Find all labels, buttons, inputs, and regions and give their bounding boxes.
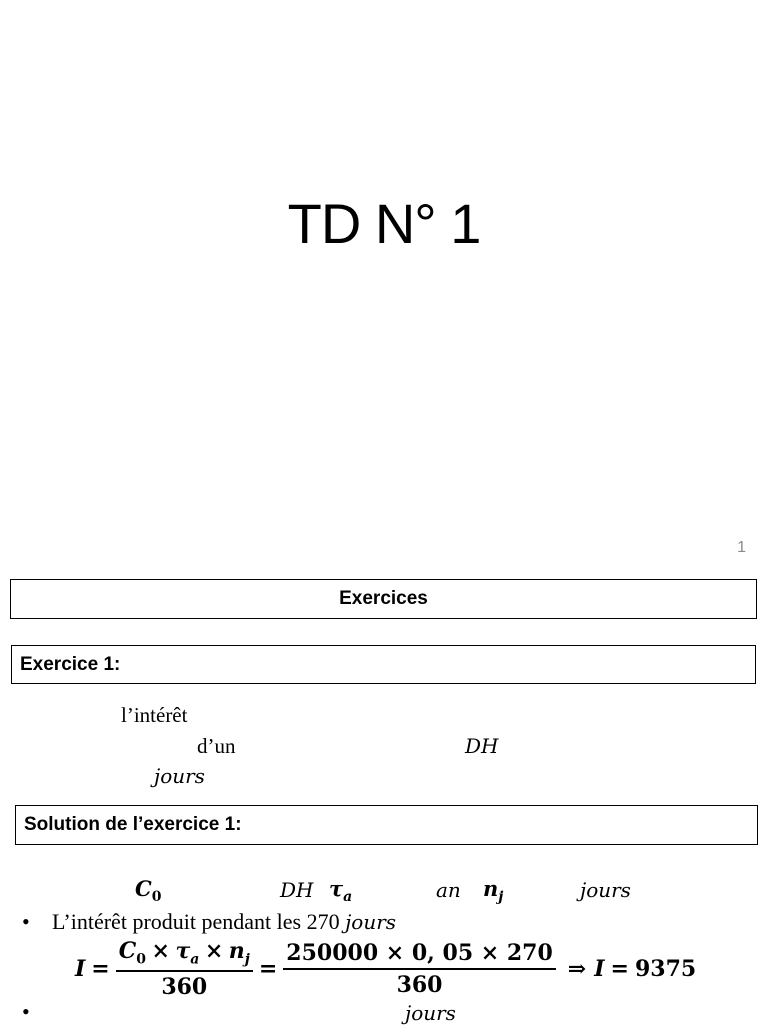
unit-jours: jours [580, 878, 631, 902]
page-number: 1 [737, 539, 746, 556]
exercise-fragment-dun: d’un [197, 734, 236, 758]
bullet-1-marker: • [22, 909, 30, 934]
var-n-j: $n_j$ [483, 876, 504, 906]
interest-formula: I = $\frac{C_0 \times \tau_a \times n_j}{360}$ = $\frac{250000 \times 0, 05 \times 270}{360}$ ⇒ I = 9375 [75, 938, 697, 1000]
section-heading-box [10, 579, 757, 619]
unit-an: an [436, 878, 461, 902]
bullet-2-jours: jours [405, 1001, 456, 1025]
formula-result: 9375 [634, 956, 697, 982]
slide-title: TD N° 1 [287, 192, 481, 255]
exercise-title-box [11, 645, 756, 684]
exercise-fragment-interet: l’intérêt [121, 703, 188, 727]
exercise-fragment-dh: DH [465, 734, 499, 758]
formula-fraction-symbolic: $\frac{C_0 \times \tau_a \times n_j}{360}$ [116, 938, 253, 999]
bullet-1-text: L’intérêt produit pendant les 270 jours [52, 909, 397, 934]
bullet-2-marker: • [22, 999, 30, 1024]
var-c0: $C_0$ [135, 876, 162, 906]
exercise-title: Exercice 1: [20, 654, 121, 675]
exercise-fragment-jours: jours [154, 764, 205, 788]
implies-symbol: ⇒ [567, 956, 587, 982]
solution-title: Solution de l’exercice 1: [24, 814, 242, 835]
solution-title-box [15, 805, 758, 845]
formula-fraction-numeric: $\frac{250000 \times 0, 05 \times 270}{360}$ [283, 940, 556, 998]
var-tau-a: $\tau_a$ [329, 876, 353, 906]
section-heading: Exercices [339, 588, 428, 609]
unit-dh: DH [280, 878, 314, 902]
